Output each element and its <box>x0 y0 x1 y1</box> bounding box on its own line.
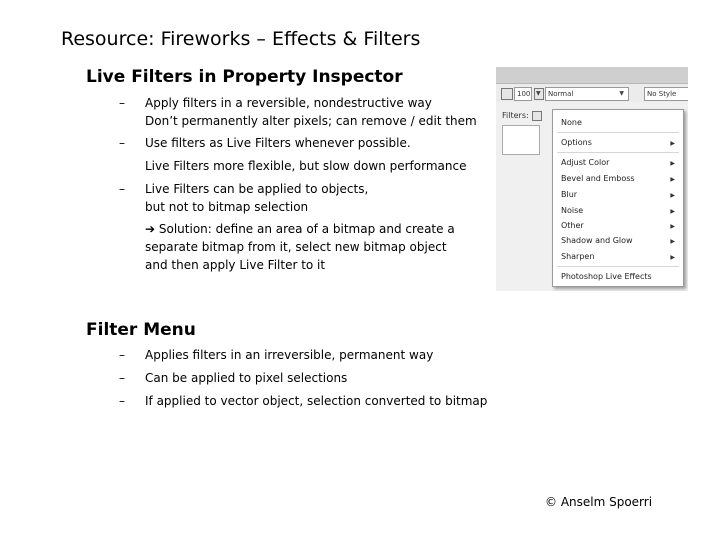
submenu-arrow-icon: ▶ <box>670 176 675 183</box>
submenu-arrow-icon: ▶ <box>670 140 675 147</box>
solution-text: Solution: define an area of a bitmap and create a <box>158 222 455 236</box>
section-heading-filter-menu: Filter Menu <box>86 320 196 340</box>
bullet-text: Don’t permanently alter pixels; can remove / edit them <box>145 114 477 128</box>
menu-item-none[interactable]: None <box>561 118 582 127</box>
bullet-dash: – <box>119 136 125 150</box>
menu-item-bevel-emboss[interactable]: Bevel and Emboss <box>561 174 635 183</box>
filters-list[interactable] <box>502 125 540 155</box>
slide-title: Resource: Fireworks – Effects & Filters <box>61 28 421 50</box>
submenu-arrow-icon: ▶ <box>670 160 675 167</box>
arrow-right-icon: ➔ <box>145 222 156 236</box>
chevron-down-icon: ▼ <box>619 90 624 97</box>
menu-item-options[interactable]: Options <box>561 138 592 147</box>
solution-text: separate bitmap from it, select new bitmap object <box>145 240 447 254</box>
solution-text: and then apply Live Filter to it <box>145 258 326 272</box>
submenu-arrow-icon: ▶ <box>670 208 675 215</box>
chevron-down-icon: ▼ <box>536 90 541 97</box>
property-inspector-row <box>496 84 688 102</box>
menu-item-sharpen[interactable]: Sharpen <box>561 252 595 261</box>
bullet-text: but not to bitmap selection <box>145 200 309 214</box>
solution-line <box>145 220 455 238</box>
menu-divider <box>557 132 679 133</box>
bullet-text: Live Filters can be applied to objects, <box>145 182 369 196</box>
bullet-dash: – <box>119 182 125 196</box>
opacity-icon <box>501 88 513 100</box>
add-filter-button[interactable] <box>532 111 542 121</box>
submenu-arrow-icon: ▶ <box>670 223 675 230</box>
menu-item-noise[interactable]: Noise <box>561 206 584 215</box>
bullet-text: Use filters as Live Filters whenever possible. <box>145 136 411 150</box>
bullet-text: Live Filters more flexible, but slow down performance <box>145 159 467 173</box>
bullet-dash: – <box>119 348 125 362</box>
menu-item-shadow-glow[interactable]: Shadow and Glow <box>561 236 633 245</box>
panel-header <box>496 67 688 84</box>
style-select[interactable]: No Style <box>644 87 688 101</box>
bullet-text: Can be applied to pixel selections <box>145 371 348 385</box>
section-heading-live-filters: Live Filters in Property Inspector <box>86 67 403 87</box>
bullet-dash: – <box>119 371 125 385</box>
menu-divider <box>557 266 679 267</box>
menu-item-other[interactable]: Other <box>561 221 584 230</box>
bullet-dash: – <box>119 394 125 408</box>
submenu-arrow-icon: ▶ <box>670 238 675 245</box>
copyright-text: © Anselm Spoerri <box>545 495 653 509</box>
filters-dropdown-menu <box>552 109 684 287</box>
property-inspector-screenshot <box>496 67 688 291</box>
bullet-text: Applies filters in an irreversible, permanent way <box>145 348 434 362</box>
filters-label: Filters: <box>502 111 529 120</box>
submenu-arrow-icon: ▶ <box>670 192 675 199</box>
bullet-dash: – <box>119 96 125 110</box>
opacity-field[interactable]: 100 <box>514 87 532 101</box>
menu-item-blur[interactable]: Blur <box>561 190 578 199</box>
menu-item-adjust-color[interactable]: Adjust Color <box>561 158 610 167</box>
submenu-arrow-icon: ▶ <box>670 254 675 261</box>
blend-mode-select[interactable] <box>545 87 629 101</box>
menu-item-photoshop-live-effects[interactable]: Photoshop Live Effects <box>561 272 652 281</box>
opacity-dropdown-button[interactable] <box>534 88 544 100</box>
bullet-text: Apply filters in a reversible, nondestructive way <box>145 96 432 110</box>
menu-divider <box>557 152 679 153</box>
blend-mode-value: Normal <box>548 90 574 98</box>
bullet-text: If applied to vector object, selection converted to bitmap <box>145 394 488 408</box>
